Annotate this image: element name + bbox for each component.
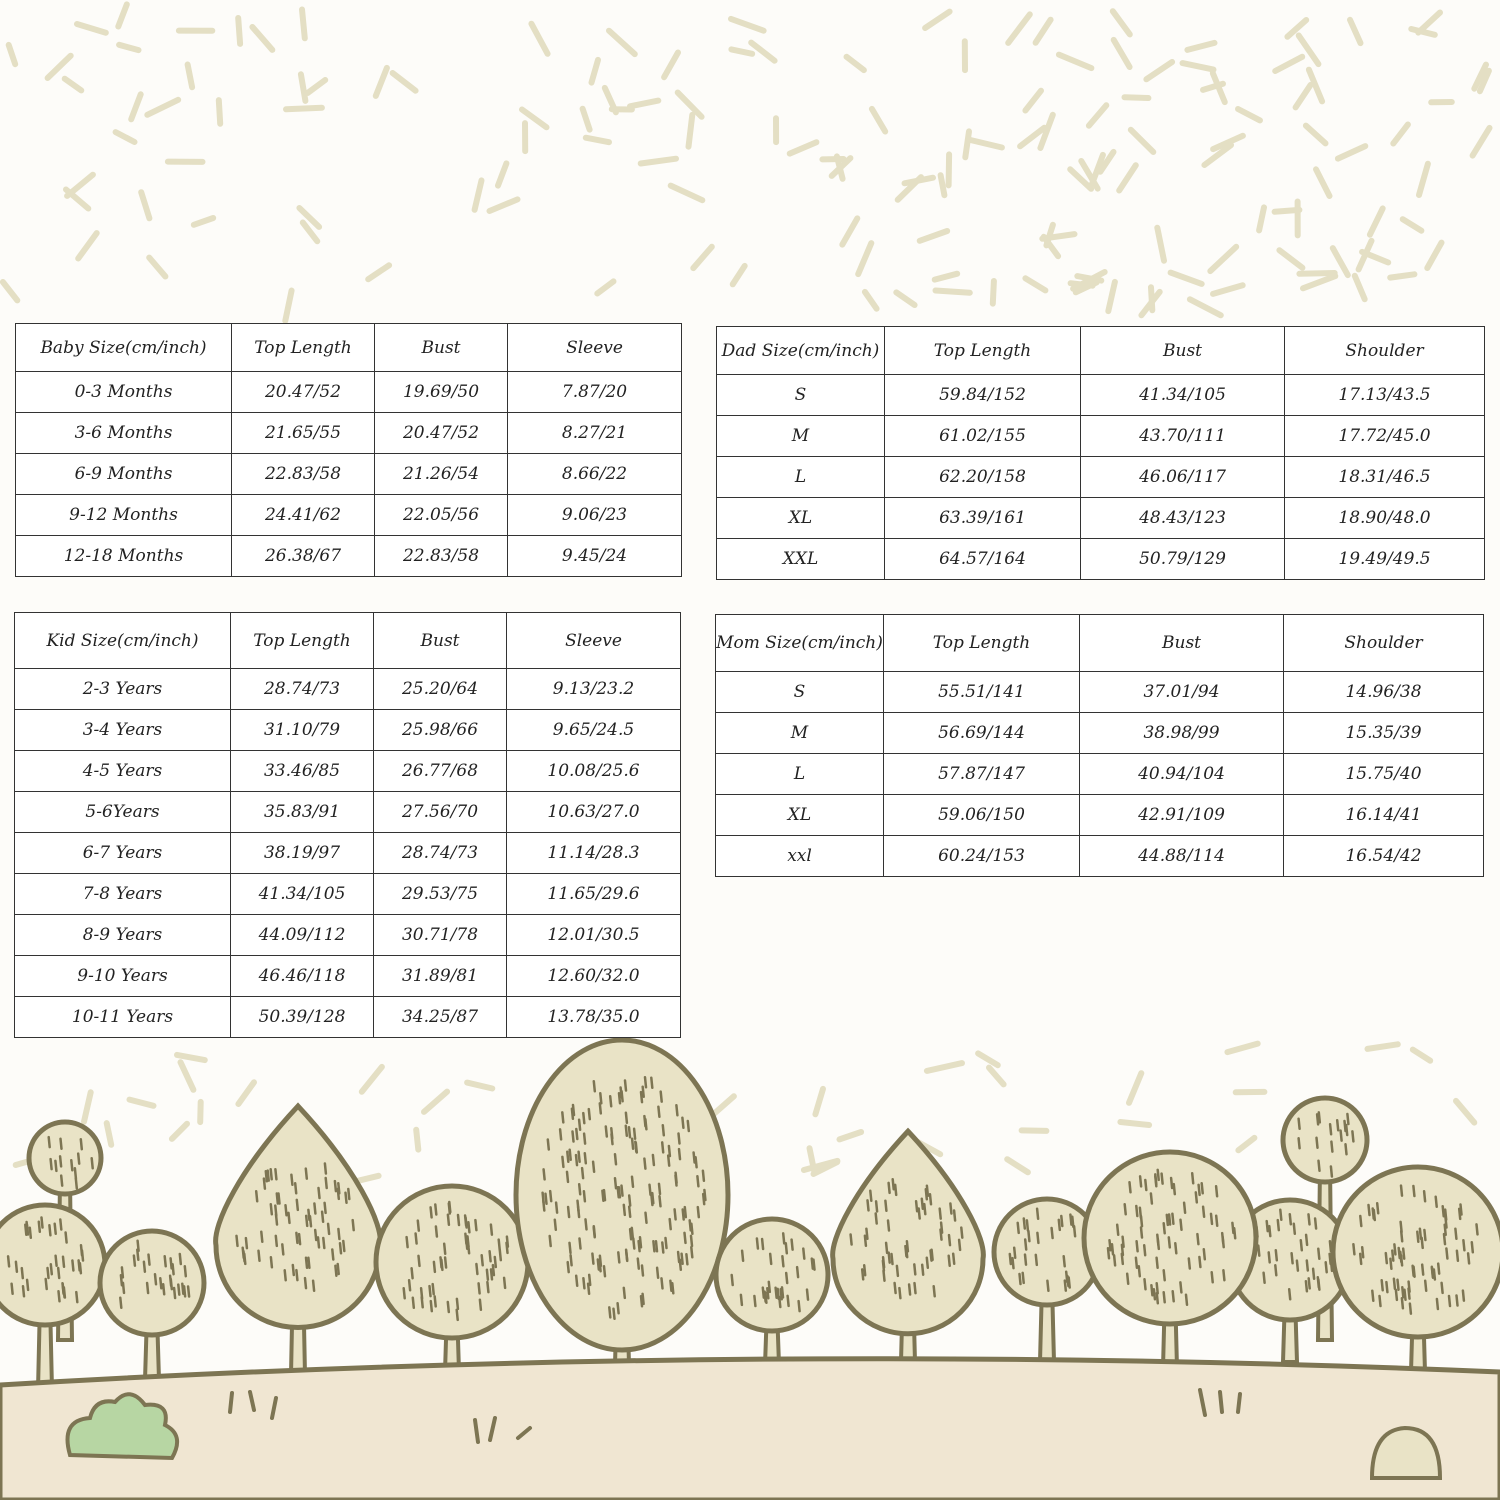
tree-illustration	[1333, 1167, 1500, 1372]
measurement-cell: 16.54/42	[1284, 836, 1484, 877]
measurement-cell: 29.53/75	[374, 874, 507, 915]
measurement-cell: 9.65/24.5	[507, 710, 681, 751]
measurement-cell: 21.65/55	[232, 413, 375, 454]
size-cell: 9-10 Years	[15, 956, 231, 997]
measurement-cell: 19.69/50	[375, 372, 508, 413]
tree-illustration	[516, 1040, 728, 1365]
measurement-cell: 44.09/112	[231, 915, 374, 956]
measurement-cell: 15.75/40	[1284, 754, 1484, 795]
table-row	[16, 413, 682, 454]
column-header: Dad Size(cm/inch)	[717, 327, 885, 375]
measurement-cell: 48.43/123	[1081, 498, 1285, 539]
measurement-cell: 46.06/117	[1081, 457, 1285, 498]
size-cell: 10-11 Years	[15, 997, 231, 1038]
tree-illustration	[216, 1106, 381, 1375]
tree-illustration	[100, 1231, 204, 1380]
table-row	[15, 915, 681, 956]
column-header: Bust	[1081, 327, 1285, 375]
measurement-cell: 11.14/28.3	[507, 833, 681, 874]
column-header: Bust	[375, 324, 508, 372]
size-cell: 3-4 Years	[15, 710, 231, 751]
measurement-cell: 19.49/49.5	[1285, 539, 1485, 580]
measurement-cell: 27.56/70	[374, 792, 507, 833]
measurement-cell: 37.01/94	[1080, 672, 1284, 713]
tree-illustration	[716, 1219, 828, 1365]
measurement-cell: 18.90/48.0	[1285, 498, 1485, 539]
size-cell: 12-18 Months	[16, 536, 232, 577]
table-row	[15, 833, 681, 874]
size-cell: xxl	[716, 836, 884, 877]
measurement-cell: 33.46/85	[231, 751, 374, 792]
measurement-cell: 41.34/105	[231, 874, 374, 915]
baby-size-table	[15, 323, 682, 577]
size-cell: 6-9 Months	[16, 454, 232, 495]
column-header: Shoulder	[1285, 327, 1485, 375]
column-header: Shoulder	[1284, 615, 1484, 672]
table-row	[16, 372, 682, 413]
size-cell: XXL	[717, 539, 885, 580]
tree-illustration	[833, 1131, 984, 1362]
measurement-cell: 8.66/22	[508, 454, 682, 495]
column-header: Sleeve	[507, 613, 681, 669]
size-cell: 4-5 Years	[15, 751, 231, 792]
measurement-cell: 34.25/87	[374, 997, 507, 1038]
measurement-cell: 64.57/164	[885, 539, 1081, 580]
table-row	[716, 754, 1484, 795]
ground-hill	[0, 1359, 1500, 1500]
measurement-cell: 38.19/97	[231, 833, 374, 874]
measurement-cell: 62.20/158	[885, 457, 1081, 498]
column-header: Baby Size(cm/inch)	[16, 324, 232, 372]
column-header: Sleeve	[508, 324, 682, 372]
measurement-cell: 59.84/152	[885, 375, 1081, 416]
measurement-cell: 8.27/21	[508, 413, 682, 454]
table-row	[717, 539, 1485, 580]
table-row	[15, 751, 681, 792]
size-cell: 5-6Years	[15, 792, 231, 833]
measurement-cell: 10.08/25.6	[507, 751, 681, 792]
size-cell: L	[716, 754, 884, 795]
table-row	[716, 836, 1484, 877]
table-row	[16, 454, 682, 495]
measurement-cell: 31.89/81	[374, 956, 507, 997]
measurement-cell: 14.96/38	[1284, 672, 1484, 713]
measurement-cell: 17.72/45.0	[1285, 416, 1485, 457]
measurement-cell: 9.45/24	[508, 536, 682, 577]
column-header: Top Length	[232, 324, 375, 372]
column-header: Top Length	[884, 615, 1080, 672]
column-header: Kid Size(cm/inch)	[15, 613, 231, 669]
measurement-cell: 26.77/68	[374, 751, 507, 792]
measurement-cell: 9.13/23.2	[507, 669, 681, 710]
measurement-cell: 10.63/27.0	[507, 792, 681, 833]
table-row	[15, 710, 681, 751]
measurement-cell: 50.39/128	[231, 997, 374, 1038]
size-cell: M	[717, 416, 885, 457]
measurement-cell: 31.10/79	[231, 710, 374, 751]
measurement-cell: 22.83/58	[375, 536, 508, 577]
size-cell: L	[717, 457, 885, 498]
size-cell: 8-9 Years	[15, 915, 231, 956]
table-row	[15, 997, 681, 1038]
measurement-cell: 25.20/64	[374, 669, 507, 710]
mom-size-table	[715, 614, 1484, 877]
measurement-cell: 30.71/78	[374, 915, 507, 956]
table-row	[16, 536, 682, 577]
measurement-cell: 60.24/153	[884, 836, 1080, 877]
column-header: Bust	[374, 613, 507, 669]
table-row	[15, 792, 681, 833]
measurement-cell: 42.91/109	[1080, 795, 1284, 836]
table-row	[717, 416, 1485, 457]
measurement-cell: 7.87/20	[508, 372, 682, 413]
dad-size-table	[716, 326, 1485, 580]
size-cell: 0-3 Months	[16, 372, 232, 413]
measurement-cell: 63.39/161	[885, 498, 1081, 539]
size-cell: XL	[717, 498, 885, 539]
measurement-cell: 61.02/155	[885, 416, 1081, 457]
measurement-cell: 40.94/104	[1080, 754, 1284, 795]
size-cell: M	[716, 713, 884, 754]
measurement-cell: 46.46/118	[231, 956, 374, 997]
kid-size-table	[14, 612, 681, 1038]
table-row	[716, 795, 1484, 836]
table-row	[717, 375, 1485, 416]
size-cell: 9-12 Months	[16, 495, 232, 536]
measurement-cell: 17.13/43.5	[1285, 375, 1485, 416]
measurement-cell: 24.41/62	[232, 495, 375, 536]
size-cell: 6-7 Years	[15, 833, 231, 874]
measurement-cell: 59.06/150	[884, 795, 1080, 836]
size-cell: 2-3 Years	[15, 669, 231, 710]
measurement-cell: 50.79/129	[1081, 539, 1285, 580]
measurement-cell: 44.88/114	[1080, 836, 1284, 877]
size-cell: XL	[716, 795, 884, 836]
tree-illustration	[0, 1205, 105, 1390]
measurement-cell: 41.34/105	[1081, 375, 1285, 416]
measurement-cell: 20.47/52	[232, 372, 375, 413]
size-cell: 7-8 Years	[15, 874, 231, 915]
measurement-cell: 35.83/91	[231, 792, 374, 833]
table-row	[716, 672, 1484, 713]
measurement-cell: 13.78/35.0	[507, 997, 681, 1038]
measurement-cell: 28.74/73	[231, 669, 374, 710]
column-header: Bust	[1080, 615, 1284, 672]
measurement-cell: 22.83/58	[232, 454, 375, 495]
size-cell: S	[717, 375, 885, 416]
table-row	[717, 457, 1485, 498]
measurement-cell: 22.05/56	[375, 495, 508, 536]
measurement-cell: 12.60/32.0	[507, 956, 681, 997]
measurement-cell: 28.74/73	[374, 833, 507, 874]
column-header: Top Length	[885, 327, 1081, 375]
table-row	[716, 713, 1484, 754]
table-row	[15, 956, 681, 997]
table-row	[16, 495, 682, 536]
measurement-cell: 12.01/30.5	[507, 915, 681, 956]
tree-illustration	[1084, 1152, 1256, 1368]
column-header: Mom Size(cm/inch)	[716, 615, 884, 672]
measurement-cell: 18.31/46.5	[1285, 457, 1485, 498]
measurement-cell: 9.06/23	[508, 495, 682, 536]
measurement-cell: 25.98/66	[374, 710, 507, 751]
measurement-cell: 15.35/39	[1284, 713, 1484, 754]
table-row	[15, 669, 681, 710]
measurement-cell: 43.70/111	[1081, 416, 1285, 457]
measurement-cell: 20.47/52	[375, 413, 508, 454]
measurement-cell: 21.26/54	[375, 454, 508, 495]
table-row	[15, 874, 681, 915]
size-cell: S	[716, 672, 884, 713]
measurement-cell: 55.51/141	[884, 672, 1080, 713]
tree-illustration	[376, 1186, 528, 1372]
measurement-cell: 38.98/99	[1080, 713, 1284, 754]
measurement-cell: 56.69/144	[884, 713, 1080, 754]
tree-illustration	[0, 1040, 1500, 1390]
measurement-cell: 26.38/67	[232, 536, 375, 577]
column-header: Top Length	[231, 613, 374, 669]
measurement-cell: 57.87/147	[884, 754, 1080, 795]
table-row	[717, 498, 1485, 539]
measurement-cell: 16.14/41	[1284, 795, 1484, 836]
measurement-cell: 11.65/29.6	[507, 874, 681, 915]
size-cell: 3-6 Months	[16, 413, 232, 454]
